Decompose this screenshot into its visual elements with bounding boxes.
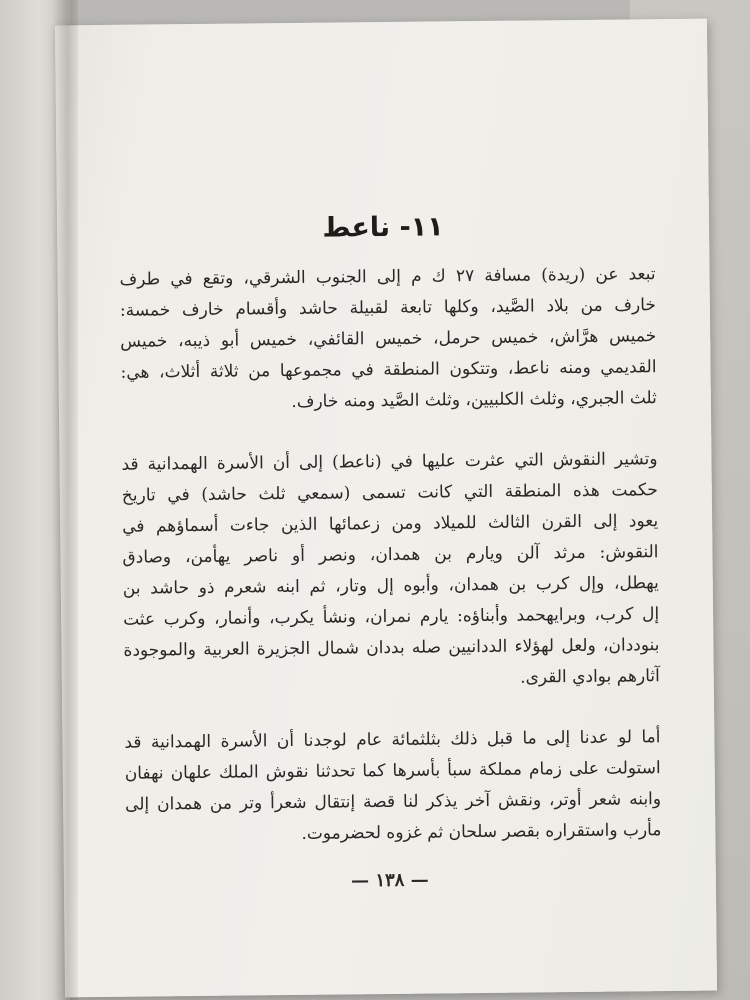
- page-body: [119, 259, 661, 852]
- paragraph-2: [121, 444, 660, 698]
- text-line: حكمت هذه المنطقة التي كانت تسمى (سمعي ثلث حاشد) في تاريخ: [121, 480, 658, 506]
- text-line: القديمي ومنه ناعط، وتتكون المنطقة في مجموعها من ثلاثة أثلاث، هي:: [120, 357, 657, 383]
- text-line: إل كرب، وبرايهحمد وأبناؤه: يارم نمران، ونشأ يكرب، وأنمار، وكرب عثت: [123, 604, 660, 630]
- gutter-shadow: [52, 0, 78, 1000]
- paragraph-1: [119, 259, 657, 420]
- page-number: — ١٣٨ —: [350, 869, 429, 892]
- book-page: [55, 19, 717, 998]
- text-line: بنوددان، ولعل لهؤلاء الددانيين صله بددان شمال الجزيرة العربية والموجودة: [123, 635, 660, 661]
- text-line: النقوش: مرثد آلن ويارم بن همدان، ونصر أو ناصر يهأمن، وصادق: [122, 542, 659, 568]
- text-line: مأرب واستقراره بقصر سلحان ثم غزوه لحضرموت.: [301, 820, 662, 844]
- text-line: خميس هرَّاش، خميس حرمل، خميس القائفي، خميس أبو ذيبه، خميس: [120, 326, 657, 352]
- text-line: أما لو عدنا إلى ما قبل ذلك بثلثمائة عام لوجدنا أن الأسرة الهمدانية قد: [124, 727, 661, 753]
- text-line: خارف من بلاد الصَّيد، وكلها تابعة لقبيلة حاشد وأقسام خارف خمسة:: [119, 295, 656, 321]
- text-line: وابنه شعر أوتر، ونقش آخر يذكر لنا قصة إنتقال شعرأ وتر من همدان إلى: [124, 789, 662, 815]
- chapter-title: ١١- ناعط: [322, 211, 444, 244]
- text-line: آثارهم بوادي القرى.: [520, 666, 660, 688]
- text-line: يهطل، وإل كرب بن همدان، وأبوه إل وتار، ثم ابنه شعرم ذو حاشد بن: [122, 573, 659, 599]
- text-line: استولت على زمام مملكة سبأ بأسرها كما تحدثنا نقوش الملك علهان نهفان: [124, 758, 661, 784]
- paragraph-3: [124, 722, 661, 852]
- text-line: تبعد عن (ريدة) مسافة ٢٧ ك م إلى الجنوب الشرقي، وتقع في طرف: [119, 264, 656, 290]
- text-line: يعود إلى القرن الثالث للميلاد ومن زعمائها الذين جاءت أسماؤهم في: [122, 511, 659, 537]
- text-line: وتشير النقوش التي عثرت عليها في (ناعط) إلى أن الأسرة الهمدانية قد: [121, 449, 658, 475]
- text-line: ثلث الجبري، وثلث الكلبيين، وثلث الصَّيد ومنه خارف.: [291, 388, 657, 412]
